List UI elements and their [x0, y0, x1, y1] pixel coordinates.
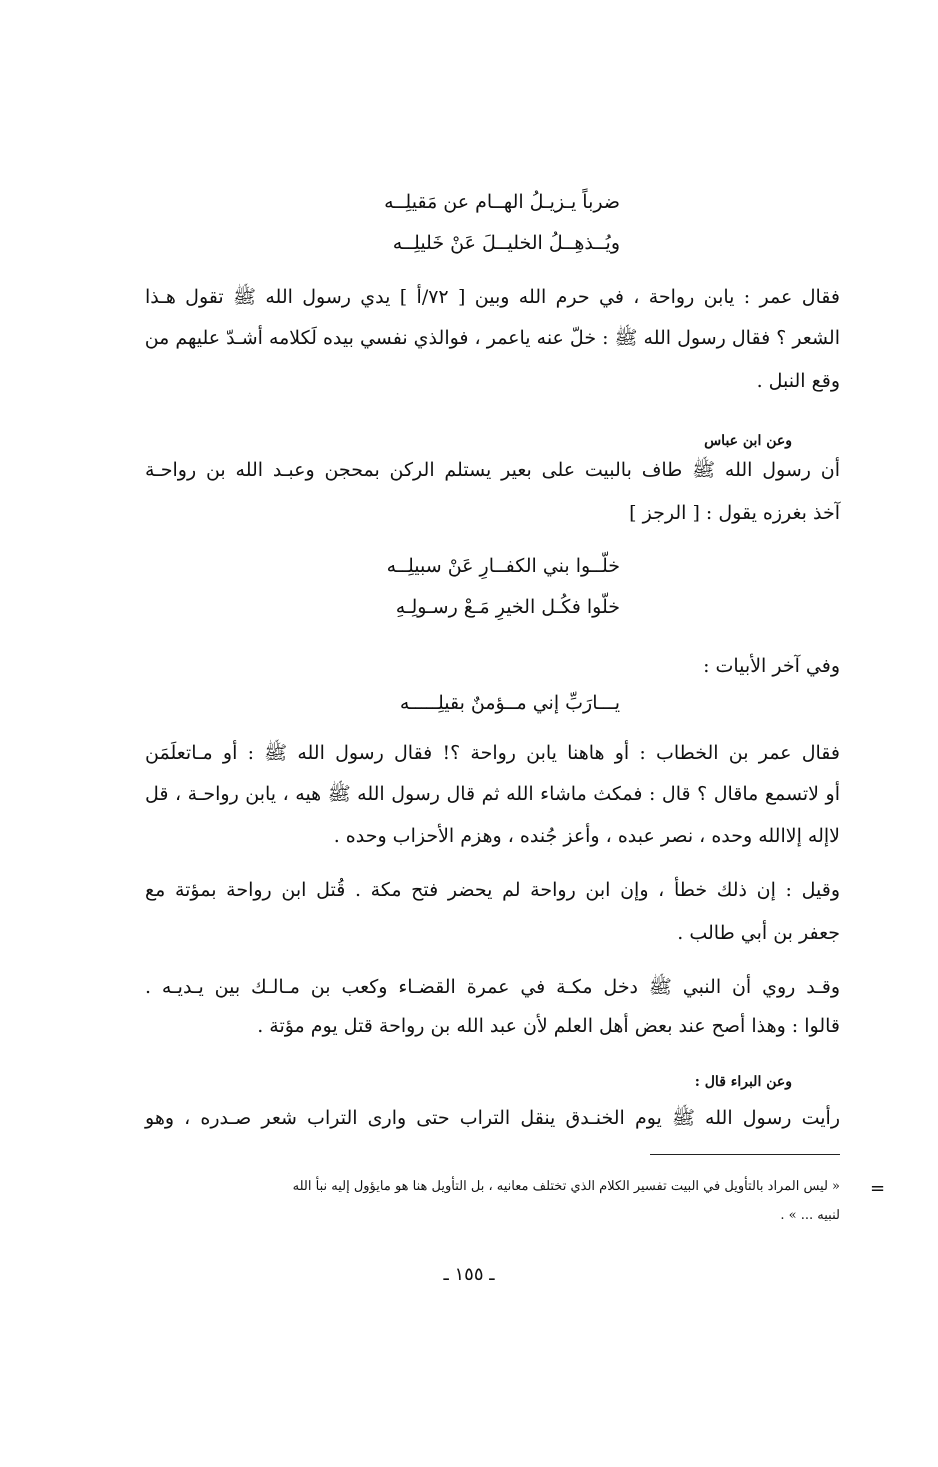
section-heading: وعن البراء قال : — [694, 1074, 792, 1090]
paragraph-line: لاإله إلاالله وحده ، نصر عبده ، وأعز جُنده ، وهزم الأحزاب وحده . — [333, 825, 840, 847]
paragraph-line: وقيل : إن ذلك خطأ ، وإن ابن رواحة لم يحضر فتح مكة . قُتل ابن رواحة بمؤتة مع — [145, 879, 840, 901]
footnote-separator — [650, 1154, 840, 1155]
section-heading: وعن ابن عباس — [704, 433, 792, 449]
paragraph-line: رأيت رسول الله ﷺ يوم الخنـدق ينقل التراب حتى وارى التراب شعر صـدره ، وهو — [145, 1107, 840, 1129]
paragraph-line: الشعر ؟ فقال رسول الله ﷺ : خلّ عنه ياعمر ، فوالذي نفسي بيده لَكلامه أشـدّ عليهم من — [144, 327, 840, 349]
paragraph-line: جعفر بن أبي طالب . — [677, 922, 840, 944]
paragraph-line: أن رسول الله ﷺ طاف بالبيت على بعير يستلم الركن بمحجن وعبـد الله بن رواحـة — [145, 459, 840, 481]
paragraph-line: قالوا : وهذا أصح عند بعض أهل العلم لأن عبد الله بن رواحة قتل يوم مؤتة . — [257, 1015, 840, 1037]
verse-line: خلّوا فكُـل الخيرِ مَـعْ رسـولِـهِ — [395, 596, 620, 618]
footnote-continuation-marker: = — [870, 1178, 886, 1199]
verse-line: خلّــوا بني الكفــارِ عَنْ سبيلِــه — [386, 555, 620, 577]
paragraph-line: وفي آخر الأبيات : — [703, 655, 840, 677]
page-number: ـ ١٥٥ ـ — [443, 1264, 495, 1285]
paragraph-line: فقال عمر بن الخطاب : أو هاهنا يابن رواحة ؟! فقال رسول الله ﷺ : أو مـاتعلَمَن — [145, 742, 840, 764]
paragraph-line: أو لاتسمع ماقال ؟ قال : فمكث ماشاء الله ثم قال رسول الله ﷺ هيه ، يابن رواحـة ، قل — [145, 783, 840, 805]
footnote-line: « ليس المراد بالتأويل في البيت تفسير الكلام الذي تختلف معانيه ، بل التأويل هنا هو مايؤول إليه نبأ الله — [292, 1179, 840, 1194]
verse-line: ضرباً يـزيـلُ الهــام عن مَقيلِــه — [384, 191, 620, 213]
paragraph-line: وقـد روي أن النبي ﷺ دخل مكـة في عمرة القضـاء وكعب بن مـالـك بين يـديـه . — [145, 976, 840, 998]
verse-line: ويُــذهِــلُ الخليــلَ عَنْ خَليلِــه — [392, 232, 620, 254]
paragraph-line: وقع النبل . — [756, 370, 840, 392]
footnote-line: لنبيه ... » . — [780, 1208, 840, 1223]
verse-line: يـــارَبِّ إني مــؤمنٌ بقيلِـــــه — [399, 692, 620, 714]
paragraph-line: آخذ بغرزه يقول : [ الرجز ] — [629, 502, 840, 524]
paragraph-line: فقال عمر : يابن رواحة ، في حرم الله وبين [ ٧٢/أ ] يدي رسول الله ﷺ تقول هـذا — [145, 286, 840, 308]
